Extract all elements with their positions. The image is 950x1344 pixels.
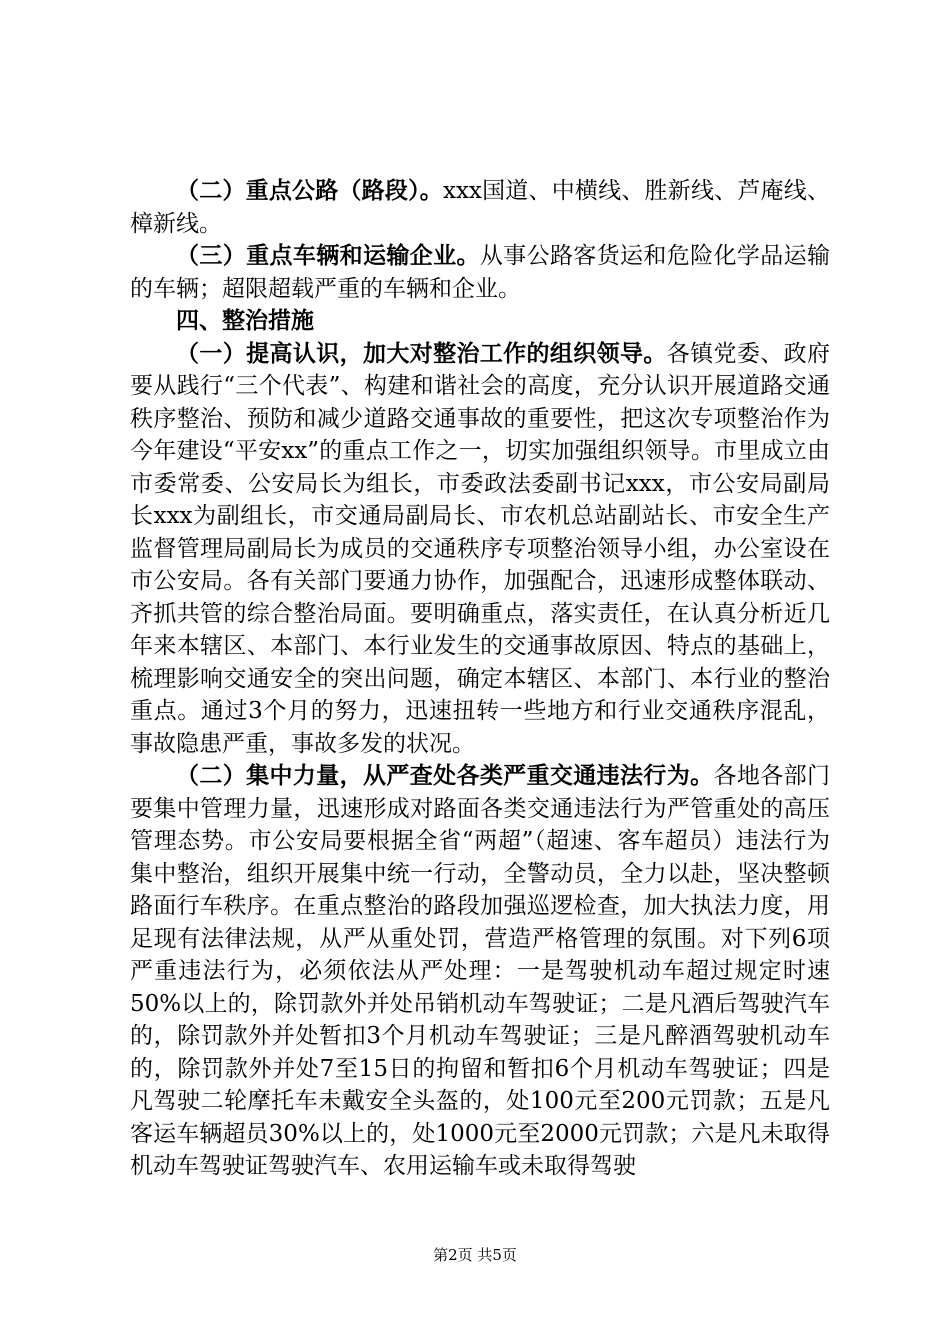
paragraph-measure-2 [130,760,830,1183]
paragraph-lead: （一）提高认识，加大对整治工作的组织领导。 [176,339,667,367]
paragraph-key-roads [130,175,830,240]
paragraph-key-vehicles [130,240,830,305]
paragraph-lead: （二）重点公路（路段）。 [176,177,443,204]
section-heading: 四、整治措施 [176,307,314,334]
paragraph-lead: （二）集中力量，从严查处各类严重交通违法行为。 [176,762,714,789]
paragraph-lead: （三）重点车辆和运输企业。 [176,242,480,269]
paragraph-measure-1 [130,338,830,761]
paragraph-text: 各地各部门要集中管理力量，迅速形成对路面各类交通违法行为严管重处的高压管理态势。市公安局要根据全省“两超”（超速、客车超员）违法行为集中整治，组织开展集中统一行动，全警动员，全力以赴，坚决整顿路面行车秩序。在重点整治的路段加强巡逻检查，加大执法力度，用足现有法律法规，从严从重处罚，营造严格管理的氛围。对下列6项严重违法行为，必须依法从严处理：一是驾驶机动车超过规定时速50%以上的，除罚款外并处吊销机动车驾驶证；二是凡酒后驾驶汽车的，除罚款外并处暂扣3个月机动车驾驶证；三是凡醉酒驾驶机动车的，除罚款外并处7至15日的拘留和暂扣6个月机动车驾驶证；四是凡驾驶二轮摩托车未戴安全头盔的，处100元至200元罚款；五是凡客运车辆超员30%以上的，处1000元至2000元罚款；六是凡未取得机动车驾驶证驾驶汽车、农用运输车或未取得驾驶 [130,763,831,1179]
page-number-footer: 第2页 共5页 [433,1246,517,1264]
paragraph-text: xxx国道、中横线、胜新线、芦庵线、樟新线。 [130,178,830,237]
document-body [130,175,830,1183]
paragraph-text: 从事公路客货运和危险化学品运输的车辆；超限超载严重的车辆和企业。 [130,243,831,302]
paragraph-text: 各镇党委、政府要从践行“三个代表”、构建和谐社会的高度，充分认识开展道路交通秩序整治、预防和减少道路交通事故的重要性，把这次专项整治作为今年建设“平安xx”的重点工作之一，切实加强组织领导。市里成立由市委常委、公安局长为组长，市委政法委副书记xxx，市公安局副局长xxx为副组长，市交通局副局长、市农机总站副站长、市安全生产监督管理局副局长为成员的交通秩序专项整治领导小组，办公室设在市公安局。各有关部门要通力协作，加强配合，迅速形成整体联动、齐抓共管的综合整治局面。要明确重点，落实责任，在认真分析近几年来本辖区、本部门、本行业发生的交通事故原因、特点的基础上，梳理影响交通安全的突出问题，确定本辖区、本部门、本行业的整治重点。通过3个月的努力，迅速扭转一些地方和行业交通秩序混乱，事故隐患严重，事故多发的状况。 [130,340,831,757]
